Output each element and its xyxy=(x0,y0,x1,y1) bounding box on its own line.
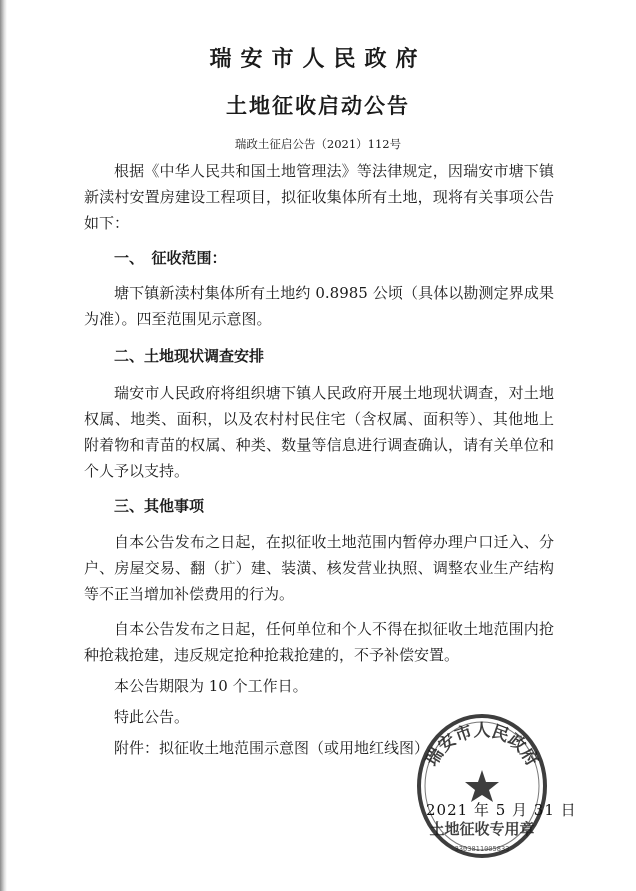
section-1-heading: 一、 征收范围： xyxy=(114,249,227,267)
document-number: 瑞政土征启公告（2021）112号 xyxy=(234,137,402,151)
section-3-paragraph-2: 自本公告发布之日起，任何单位和个人不得在拟征收土地范围内抢种抢栽抢建，违反规定抢种抢栽抢建的，不予补偿安置。 xyxy=(84,620,554,664)
section-2-paragraph: 瑞安市人民政府将组织塘下镇人民政府开展土地现状调查，对土地权属、地类、面积，以及农村村民住宅（含权属、面积等）、其他地上附着物和青苗的权属、种类、数量等信息进行调查确认，请有关单位和个人予以支持。 xyxy=(84,384,554,480)
seal-number: 3303811005833 xyxy=(454,845,510,853)
seal-top-text: 瑞安市人民政府 xyxy=(422,721,542,770)
seal-star-icon xyxy=(465,770,499,802)
intro-paragraph: 根据《中华人民共和国土地管理法》等法律规定，因瑞安市塘下镇新渎村安置房建设工程项目，拟征收集体所有土地，现将有关事项公告如下： xyxy=(84,162,554,232)
closing-line: 特此公告。 xyxy=(114,708,190,726)
notice-body xyxy=(84,158,554,761)
section-1-paragraph: 塘下镇新渎村集体所有土地约 0.8985 公顷（具体以勘测定界成果为准）。四至范围见示意图。 xyxy=(84,284,554,328)
attachment-line: 附件：拟征收土地范围示意图（或用地红线图） xyxy=(114,739,430,757)
section-3-heading: 三、其他事项 xyxy=(114,497,205,515)
section-2-heading: 二、土地现状调查安排 xyxy=(114,347,265,365)
seal-bottom-text: 土地征收专用章 xyxy=(429,820,535,838)
notice-title: 土地征收启动公告 xyxy=(226,93,410,118)
official-seal xyxy=(414,710,550,860)
signature-date: 2021 年 5 月 31 日 xyxy=(426,801,577,819)
scan-edge-shadow xyxy=(0,0,7,891)
issuing-authority: 瑞安市人民政府 xyxy=(209,46,427,72)
notice-period: 本公告期限为 10 个工作日。 xyxy=(114,677,308,695)
section-3-paragraph-1: 自本公告发布之日起，在拟征收土地范围内暂停办理户口迁入、分户、房屋交易、翻（扩）建、装潢、核发营业执照、调整农业生产结构等不正当增加补偿费用的行为。 xyxy=(84,533,554,603)
